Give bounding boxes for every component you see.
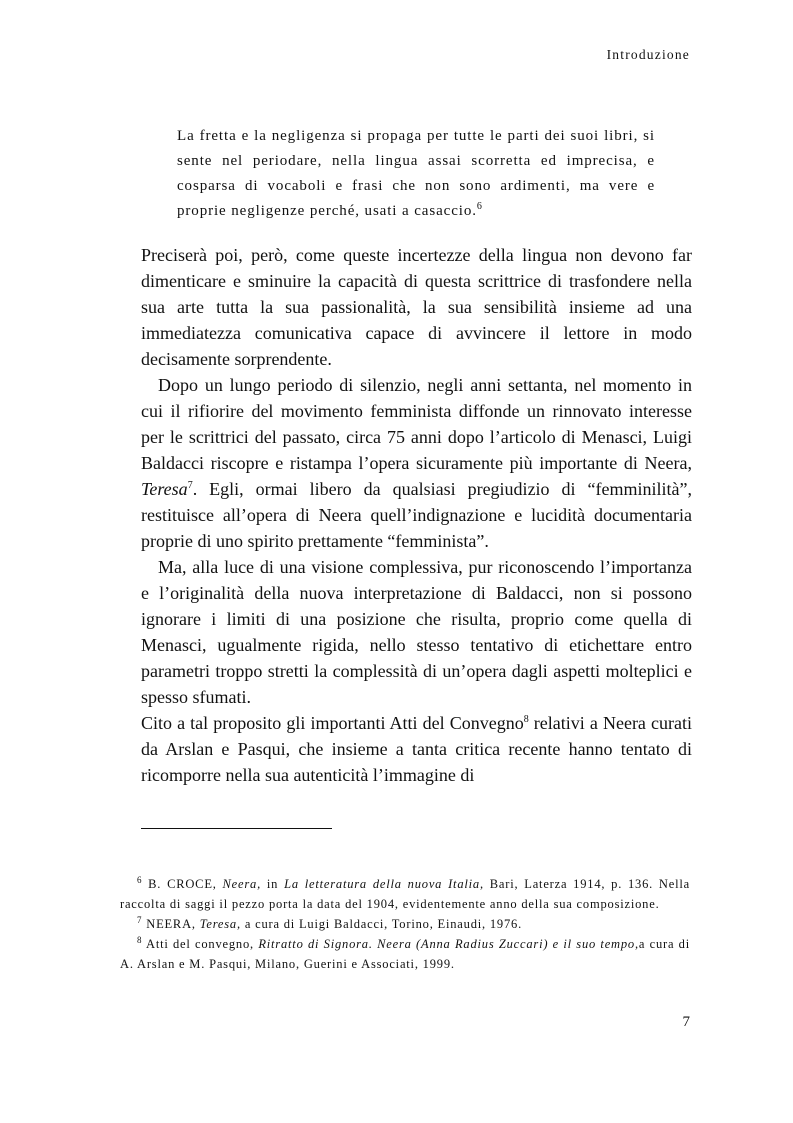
footnote-ref-6[interactable]: 6 [476,201,483,212]
paragraph-4 [141,710,692,788]
footnote-italic: Neera, [222,877,262,891]
footnote-text: NEERA, [142,917,200,931]
footnote-text: B. CROCE, [142,877,223,891]
body-text [141,242,692,788]
footnote-separator [141,828,332,829]
footnote-italic: Ritratto di Signora. Neera (Anna Radius Zuccari) e il suo tempo, [258,937,639,951]
footnote-8 [120,934,690,974]
footnote-number: 6 [137,874,143,885]
footnote-text: a cura di Luigi Baldacci, Torino, Einaudi, 1976. [240,917,522,931]
quote-paragraph [177,124,655,224]
page-number: 7 [682,1014,690,1030]
footnote-italic: La letteratura della nuova Italia, [284,877,484,891]
footnote-italic: Teresa, [199,917,241,931]
quote-text: La fretta e la negligenza si propaga per tutte le parti dei suoi libri, si sente nel periodare, nella lingua assai scorretta ed imprecisa, e cosparsa di vocaboli e frasi che non sono ardimenti, ma vere e proprie negligenze perché, usati a casaccio. [177,128,655,219]
footnote-text: Bari, Laterza 1914, p. 136. Nella raccolta di saggi il pezzo porta la data del 1904, evidentemente anno della sua composizione. [120,877,690,911]
paragraph-2 [141,372,692,554]
paragraph-3: Ma, alla luce di una visione complessiva, pur riconoscendo l’importanza e l’originalità della nuova interpretazione di Baldacci, non si possono ignorare i limiti di una posizione che risulta, proprio come quella di Menasci, ugualmente rigida, nello stesso tentativo di etichettare entro parametri troppo stretti la complessità di un’opera dagli aspetti molteplici e spesso sfumati. [141,557,692,707]
block-quote [177,124,655,224]
footnote-text: in [261,877,285,891]
paragraph-4-text-b: relativi a Neera curati da Arslan e Pasqui, che insieme a tanta critica recente hanno tentato di ricomporre nella sua autenticità l’immagine di [141,713,692,785]
paragraph-2-text-a: Dopo un lungo periodo di silenzio, negli anni settanta, nel momento in cui il rifiorire del movimento femminista diffonde un rinnovato interesse per le scrittrici del passato, circa 75 anni dopo l’articolo di Menasci, Luigi Baldacci riscopre e ristampa l’opera sicuramente più importante di Neera, [141,375,692,473]
paragraph-4-text-a: Cito a tal proposito gli importanti Atti del Convegno [141,713,524,733]
footnote-7 [120,914,690,934]
paragraph-1: Preciserà poi, però, come queste incertezze della lingua non devono far dimenticare e sminuire la capacità di questa scrittrice di trasfondere nella sua arte tutta la sua passionalità, la sua sensibilità insieme ad una immediatezza comunicativa capace di avvincere il lettore in modo decisamente sorprendente. [141,245,692,369]
footnote-number: 7 [137,914,143,925]
footnote-ref-7[interactable]: 7 [187,480,193,491]
footnote-number: 8 [137,934,143,945]
footnote-6 [120,874,690,914]
book-title-teresa: Teresa [141,479,188,499]
running-header: Introduzione [606,47,690,62]
footnote-ref-8[interactable]: 8 [523,714,529,725]
paragraph-2-text-b: . Egli, ormai libero da qualsiasi pregiudizio di “femminilità”, restituisce all’opera di Neera quell’indignazione e lucidità documentaria proprie di uno spirito prettamente “femminista”. [141,479,692,551]
footnote-text: a cura di A. Arslan e M. Pasqui, Milano, Guerini e Associati, 1999. [120,937,690,971]
footnote-text: Atti del convegno, [142,937,259,951]
footnotes [120,874,690,974]
